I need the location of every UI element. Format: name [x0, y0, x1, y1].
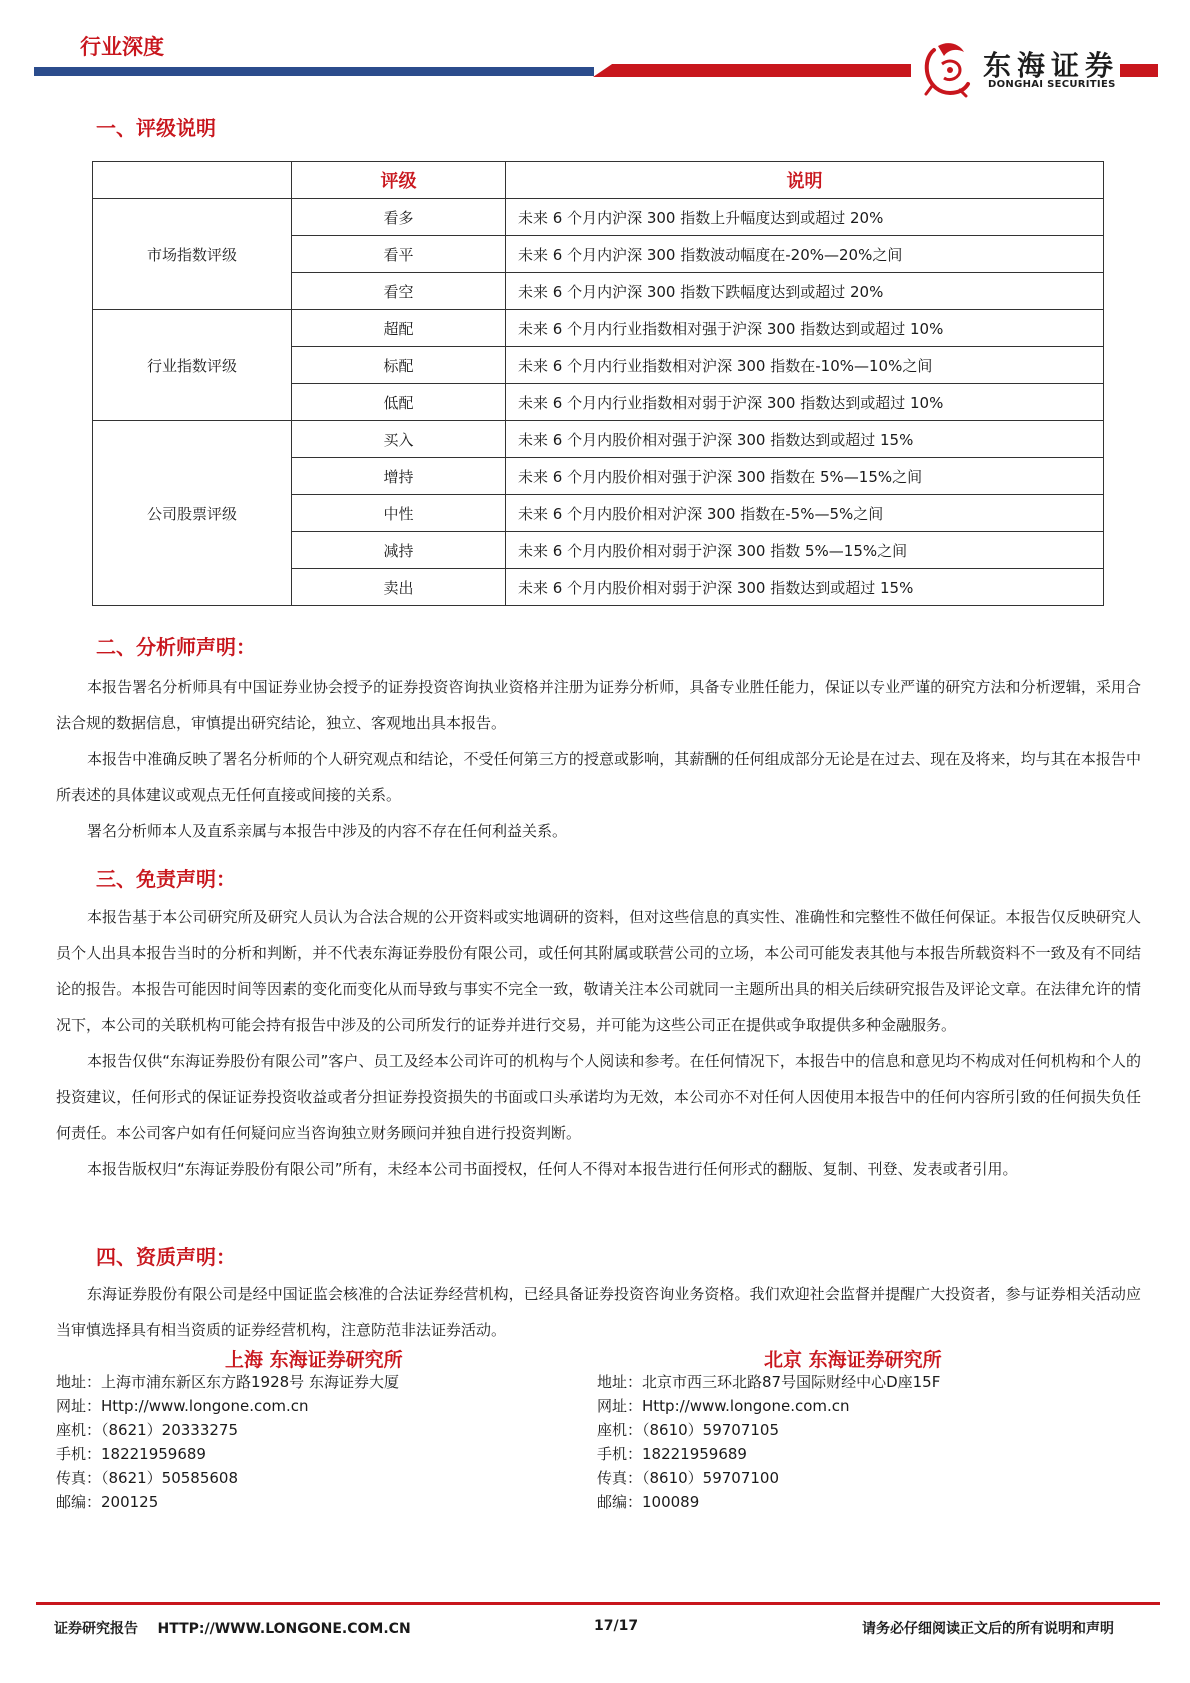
contact-block-beijing — [597, 1370, 940, 1514]
table-cell-desc: 未来 6 个月内沪深 300 指数上升幅度达到或超过 20% — [506, 199, 1104, 236]
table-row — [93, 199, 1104, 236]
donghai-dragon-logo-icon — [920, 38, 975, 98]
table-cell-grade: 看多 — [292, 199, 506, 236]
contact-block-shanghai — [56, 1370, 399, 1514]
page-number: 17/17 — [594, 1618, 639, 1634]
qualification-statement — [56, 1276, 1141, 1348]
table-row — [93, 310, 1104, 347]
contact-postcode: 邮编：100089 — [597, 1493, 700, 1511]
contact-website[interactable]: 网址：Http://www.longone.com.cn — [56, 1397, 309, 1415]
contact-phone: 座机：（8610）59707105 — [597, 1421, 780, 1439]
contact-mobile: 手机：18221959689 — [56, 1445, 206, 1463]
paragraph: 本报告基于本公司研究所及研究人员认为合法合规的公开资料或实地调研的资料，但对这些信息的真实性、准确性和完整性不做任何保证。本报告仅反映研究人员个人出具本报告当时的分析和判断，并不代表东海证券股份有限公司，或任何其附属或联营公司的立场，本公司可能发表其他与本报告所载资料不一致及有不同结论的报告。本报告可能因时间等因素的变化而变化从而导致与事实不完全一致，敬请关注本公司就同一主题所出具的相关后续研究报告及评论文章。在法律允许的情况下，本公司的关联机构可能会持有报告中涉及的公司所发行的证券并进行交易，并可能为这些公司正在提供或争取提供多种金融服务。 — [56, 908, 1141, 1034]
contact-website[interactable]: 网址：Http://www.longone.com.cn — [597, 1397, 850, 1415]
paragraph: 本报告中准确反映了署名分析师的个人研究观点和结论，不受任何第三方的授意或影响，其薪酬的任何组成部分无论是在过去、现在及将来，均与其在本报告中所表述的具体建议或观点无任何直接或间接的关系。 — [56, 750, 1141, 804]
table-header-row — [93, 162, 1104, 199]
table-group-market: 市场指数评级 — [93, 199, 292, 310]
contact-postcode: 邮编：200125 — [56, 1493, 159, 1511]
table-cell-grade: 中性 — [292, 495, 506, 532]
table-header-grade: 评级 — [292, 162, 506, 199]
paragraph: 本报告仅供“东海证券股份有限公司”客户、员工及经本公司许可的机构与个人阅读和参考。在任何情况下，本报告中的信息和意见均不构成对任何机构和个人的投资建议，任何形式的保证证券投资收益或者分担证券投资损失的书面或口头承诺均为无效，本公司亦不对任何人因使用本报告中的任何内容所引致的任何损失负任何责任。本公司客户如有任何疑问应当咨询独立财务顾问并独自进行投资判断。 — [56, 1052, 1141, 1142]
section-title-disclaimer: 三、免责声明： — [96, 867, 236, 891]
header-rule-red — [593, 64, 911, 77]
table-group-stock: 公司股票评级 — [93, 421, 292, 606]
header-rule-red-end — [1120, 64, 1158, 77]
table-cell-grade: 超配 — [292, 310, 506, 347]
table-cell-desc: 未来 6 个月内沪深 300 指数波动幅度在-20%—20%之间 — [506, 236, 1104, 273]
header-rule-blue — [34, 67, 594, 76]
report-category: 行业深度 — [80, 35, 164, 59]
table-header-empty — [93, 162, 292, 199]
brand-name-en: DONGHAI SECURITIES — [988, 79, 1116, 90]
disclaimer-statement — [56, 899, 1141, 1187]
table-cell-desc: 未来 6 个月内行业指数相对强于沪深 300 指数达到或超过 10% — [506, 310, 1104, 347]
brand-name-cn: 东海证券 — [983, 49, 1120, 82]
table-cell-grade: 看空 — [292, 273, 506, 310]
table-cell-desc: 未来 6 个月内行业指数相对沪深 300 指数在-10%—10%之间 — [506, 347, 1104, 384]
table-cell-grade: 标配 — [292, 347, 506, 384]
paragraph: 署名分析师本人及直系亲属与本报告中涉及的内容不存在任何利益关系。 — [87, 822, 568, 840]
table-cell-desc: 未来 6 个月内行业指数相对弱于沪深 300 指数达到或超过 10% — [506, 384, 1104, 421]
section-title-rating: 一、评级说明 — [96, 116, 216, 140]
paragraph: 东海证券股份有限公司是经中国证监会核准的合法证券经营机构，已经具备证券投资咨询业务资格。我们欢迎社会监督并提醒广大投资者，参与证券相关活动应当审慎选择具有相当资质的证券经营机构，注意防范非法证券活动。 — [56, 1285, 1141, 1339]
footer-left: 证券研究报告 HTTP://WWW.LONGONE.COM.CN — [54, 1621, 411, 1637]
table-cell-desc: 未来 6 个月内沪深 300 指数下跌幅度达到或超过 20% — [506, 273, 1104, 310]
contact-address: 地址：上海市浦东新区东方路1928号 东海证券大厦 — [56, 1373, 399, 1391]
contact-title-beijing: 北京 东海证券研究所 — [764, 1349, 942, 1371]
rating-table — [92, 161, 1104, 606]
analyst-statement — [56, 669, 1141, 849]
table-cell-desc: 未来 6 个月内股价相对强于沪深 300 指数达到或超过 15% — [506, 421, 1104, 458]
table-cell-grade: 增持 — [292, 458, 506, 495]
table-cell-desc: 未来 6 个月内股价相对沪深 300 指数在-5%—5%之间 — [506, 495, 1104, 532]
table-cell-grade: 看平 — [292, 236, 506, 273]
footer-right: 请务必仔细阅读正文后的所有说明和声明 — [862, 1621, 1114, 1637]
table-cell-grade: 减持 — [292, 532, 506, 569]
contact-address: 地址：北京市西三环北路87号国际财经中心D座15F — [597, 1373, 941, 1391]
contact-fax: 传真：（8621）50585608 — [56, 1469, 239, 1487]
table-row — [93, 421, 1104, 458]
contact-phone: 座机：（8621）20333275 — [56, 1421, 239, 1439]
section-title-analyst: 二、分析师声明： — [96, 635, 256, 659]
table-cell-grade: 卖出 — [292, 569, 506, 606]
table-cell-desc: 未来 6 个月内股价相对弱于沪深 300 指数达到或超过 15% — [506, 569, 1104, 606]
contact-title-shanghai: 上海 东海证券研究所 — [225, 1349, 403, 1371]
contact-mobile: 手机：18221959689 — [597, 1445, 747, 1463]
table-cell-desc: 未来 6 个月内股价相对强于沪深 300 指数在 5%—15%之间 — [506, 458, 1104, 495]
paragraph: 本报告版权归“东海证券股份有限公司”所有，未经本公司书面授权，任何人不得对本报告进行任何形式的翻版、复制、刊登、发表或者引用。 — [87, 1160, 1018, 1178]
table-cell-grade: 买入 — [292, 421, 506, 458]
contact-fax: 传真：（8610）59707100 — [597, 1469, 780, 1487]
table-group-industry: 行业指数评级 — [93, 310, 292, 421]
section-title-qualification: 四、资质声明： — [96, 1245, 236, 1269]
table-cell-desc: 未来 6 个月内股价相对弱于沪深 300 指数 5%—15%之间 — [506, 532, 1104, 569]
table-header-desc: 说明 — [506, 162, 1104, 199]
paragraph: 本报告署名分析师具有中国证券业协会授予的证券投资咨询执业资格并注册为证券分析师，具备专业胜任能力，保证以专业严谨的研究方法和分析逻辑，采用合法合规的数据信息，审慎提出研究结论，独立、客观地出具本报告。 — [56, 678, 1141, 732]
footer-rule — [36, 1602, 1160, 1605]
table-cell-grade: 低配 — [292, 384, 506, 421]
